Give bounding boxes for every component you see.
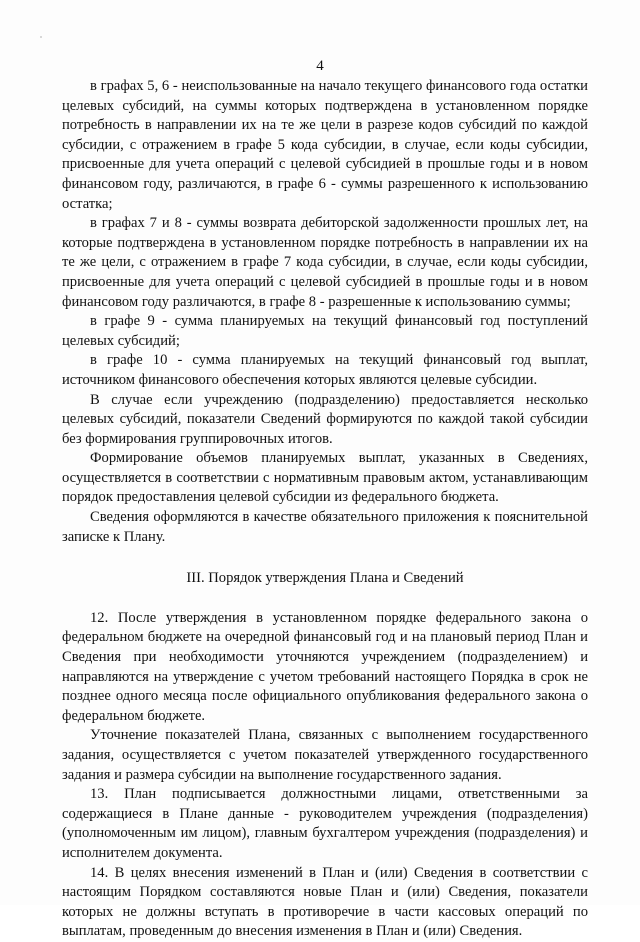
- paragraph-planned-payments: Формирование объемов планируемых выплат, указанных в Сведениях, осуществляется в соответствии с нормативным правовым актом, устанавливающим порядок предоставления целевой субсидии из федерального бюджета.: [62, 450, 588, 506]
- section-heading: III. Порядок утверждения Плана и Сведений: [186, 570, 464, 587]
- paragraph-state-task: Уточнение показателей Плана, связанных с выполнением государственного задания, осуществляется с учетом показателей утвержденного государственного задания и размера субсидии на выполнение государственного задания.: [62, 727, 588, 783]
- scan-speck: [40, 36, 42, 38]
- document-body: [62, 77, 588, 942]
- paragraph-item-14: 14. В целях внесения изменений в План и (или) Сведения в соответствии с настоящим Порядком составляются новые План и (или) Сведения, показатели которых не должны вступать в противоречие в части кассовых операций по выплатам, проведенным до внесения изменения в План и (или) Сведения.: [62, 864, 588, 940]
- paragraph-item-12: 12. После утверждения в установленном порядке федерального закона о федеральном бюджете на очередной финансовый год и на плановый период План и Сведения при необходимости уточняются учреждением (подразделением) и направляются на утверждение с учетом требований настоящего Порядка в срок не позднее одного месяца после официального опубликования федерального закона о федеральном бюджете.: [62, 609, 588, 724]
- paragraph-columns-7-8: в графах 7 и 8 - суммы возврата дебиторской задолженности прошлых лет, на которые подтверждена в установленном порядке потребность в направлении их на те же цели, с отражением в графе 7 кода субсидии, в случае, если коды субсидии, присвоенные для учета операций с целевой субсидией в прошлые годы и в новом финансовом году различаются, в графе 8 - разрешенные к использованию суммы;: [62, 215, 588, 310]
- paragraph-multiple-subsidies: В случае если учреждению (подразделению) предоставляется несколько целевых субсидий, показатели Сведений формируются по каждой такой субсидии без формирования группировочных итогов.: [62, 391, 588, 447]
- page-number: 4: [316, 58, 324, 74]
- paragraph-column-9: в графе 9 - сумма планируемых на текущий финансовый год поступлений целевых субсидий;: [62, 313, 588, 349]
- paragraph-item-13: 13. План подписывается должностными лицами, ответственными за содержащиеся в Плане данные - руководителем учреждения (подразделения) (уполномоченным им лицом), главным бухгалтером учреждения (подразделения) и исполнителем документа.: [62, 786, 588, 861]
- paragraph-column-10: в графе 10 - сумма планируемых на текущий финансовый год выплат, источником финансового обеспечения которых являются целевые субсидии.: [62, 352, 588, 388]
- paragraph-columns-5-6: в графах 5, 6 - неиспользованные на начало текущего финансового года остатки целевых субсидий, на суммы которых подтверждена в установленном порядке потребность в направлении их на те же цели в разрезе кодов субсидий по каждой субсидии, с отражением в графе 5 кода субсидии, в случае, если коды субсидии, присвоенные для учета операций с целевой субсидией в прошлые годы и в новом финансовом году, различаются, в графе 6 - суммы разрешенного к использованию остатка;: [62, 78, 588, 212]
- paragraph-attachment: Сведения оформляются в качестве обязательного приложения к пояснительной записке к Плану.: [62, 509, 588, 545]
